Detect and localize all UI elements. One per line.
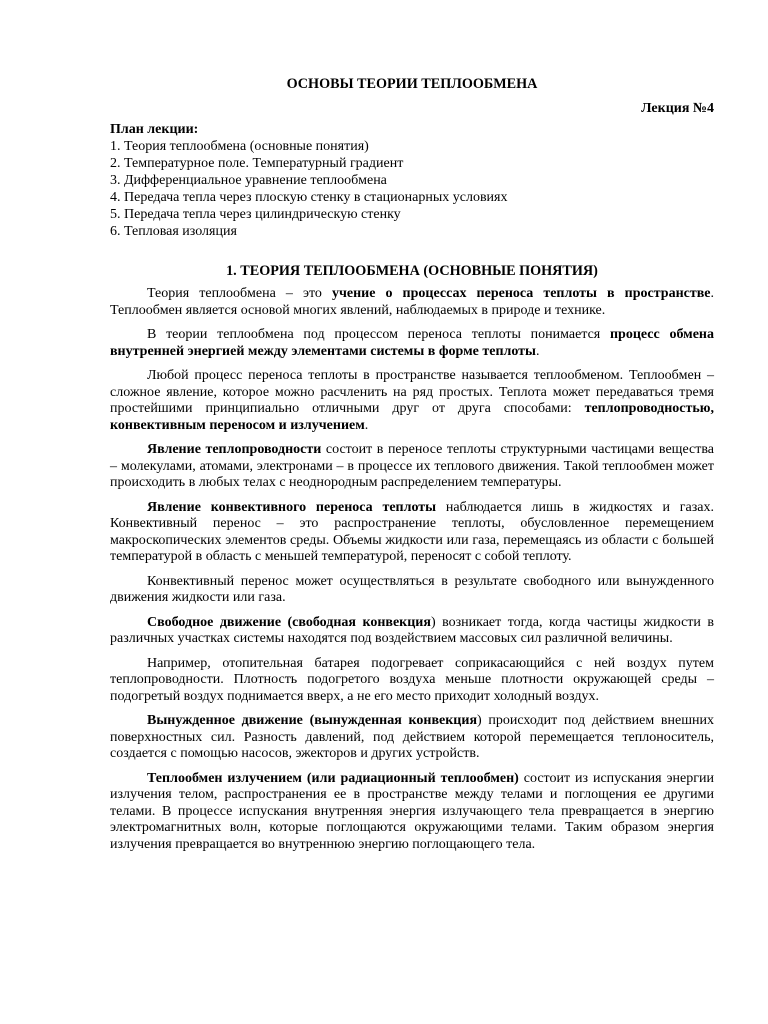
- plan-item: 5. Передача тепла через цилиндрическую стенку: [110, 207, 401, 222]
- paragraph-emphasis: Теплообмен излучением (или радиационный теплообмен): [147, 770, 519, 786]
- document-page: [110, 74, 714, 853]
- paragraph-text: Теория теплообмена – это: [147, 286, 332, 301]
- plan-item: 1. Теория теплообмена (основные понятия): [110, 139, 369, 154]
- paragraph-emphasis: Вынужденное движение (вынужденная конвекция: [147, 713, 478, 728]
- paragraph: [110, 713, 714, 763]
- paragraph-text: Конвективный перенос может осуществляться в результате свободного или вынужденного движения жидкости или газа.: [110, 573, 714, 605]
- paragraph-text: .: [364, 417, 369, 433]
- paragraph-text: Любой процесс переноса теплоты в пространстве называется теплообменом. Теплообмен – сложное явление, которое можно расчленить на ряд простых. Теплота может передаваться тремя простейшими принципиально отличными друг от друга способами:: [110, 368, 714, 416]
- paragraph-emphasis: Явление конвективного переноса теплоты: [147, 499, 437, 515]
- section-title: 1. ТЕОРИЯ ТЕПЛООБМЕНА (ОСНОВНЫЕ ПОНЯТИЯ): [226, 263, 598, 279]
- paragraph-text: состоит в переносе теплоты структурными частицами вещества – молекулами, атомами, электронами – в процессе их теплового движения. Такой теплообмен может происходить в любых телах с неоднородным распределением температуры.: [110, 442, 714, 490]
- paragraph: [110, 771, 714, 854]
- paragraph: [110, 368, 714, 434]
- plan-heading: План лекции:: [110, 122, 199, 137]
- paragraph-text: наблюдается лишь в жидкостях и газах. Конвективный перенос – это распространение теплоты, обусловленное перемещением макроскопических элементов среды. Объемы жидкости или газа, перемещаясь из области с большей температурой в область с меньшей температурой, переносят с собой теплоту.: [110, 499, 715, 564]
- paragraph-emphasis: Явление теплопроводности: [147, 442, 322, 457]
- paragraph: [110, 656, 714, 706]
- paragraph: [110, 615, 714, 648]
- plan-item: 6. Тепловая изоляция: [110, 224, 237, 239]
- paragraph-emphasis: учение о процессах переноса теплоты в пространстве: [331, 286, 711, 301]
- plan-item: 2. Температурное поле. Температурный градиент: [110, 156, 404, 171]
- paragraph: [110, 574, 714, 607]
- paragraph: [110, 442, 714, 492]
- paragraph-text: состоит из испускания энергии излучения телом, распространения ее в пространстве между телами и поглощения ее другими телами. В процессе испускания внутренняя энергия излучающего тела превращается в энергию электромагнитных волн, которые поглощаются окружающими телами. Таким образом энергия излучения превращается во внутреннюю энергию поглощающего тела.: [110, 770, 714, 852]
- document-title: ОСНОВЫ ТЕОРИИ ТЕПЛООБМЕНА: [286, 76, 538, 92]
- lecture-number: Лекция №4: [641, 101, 714, 116]
- paragraph-emphasis: теплопроводностью, конвективным переносом и излучением: [110, 401, 714, 433]
- plan-list: [110, 138, 714, 240]
- plan-item: 3. Дифференциальное уравнение теплообмена: [110, 173, 387, 188]
- paragraph-text: ) возникает тогда, когда частицы жидкости в различных участках системы находятся под воздействием массовых сил различной величины.: [110, 614, 714, 646]
- paragraph-emphasis: Свободное движение (свободная конвекция: [147, 614, 431, 630]
- paragraph-text: .: [535, 343, 540, 359]
- paragraph: [110, 327, 714, 360]
- paragraph: [110, 500, 714, 566]
- paragraph: [110, 286, 714, 319]
- paragraph-text: В теории теплообмена под процессом переноса теплоты понимается: [147, 327, 610, 342]
- paragraph-emphasis: процесс обмена внутренней энергией между элементами системы в форме теплоты: [110, 327, 714, 359]
- paragraph-text: ) происходит под действием внешних поверхностных сил. Разность давлений, под действием которой перемещается теплоноситель, создается с помощью насосов, эжекторов и других устройств.: [110, 713, 714, 761]
- plan-item: 4. Передача тепла через плоскую стенку в стационарных условиях: [110, 190, 508, 205]
- paragraph-text: . Теплообмен является основой многих явлений, наблюдаемых в природе и технике.: [110, 286, 714, 318]
- paragraph-text: Например, отопительная батарея подогревает соприкасающийся с ней воздух путем теплопроводности. Плотность подогретого воздуха меньше плотности окружающей среды – подогретый воздух поднимается вверх, а не его место приходит холодный воздух.: [110, 655, 714, 704]
